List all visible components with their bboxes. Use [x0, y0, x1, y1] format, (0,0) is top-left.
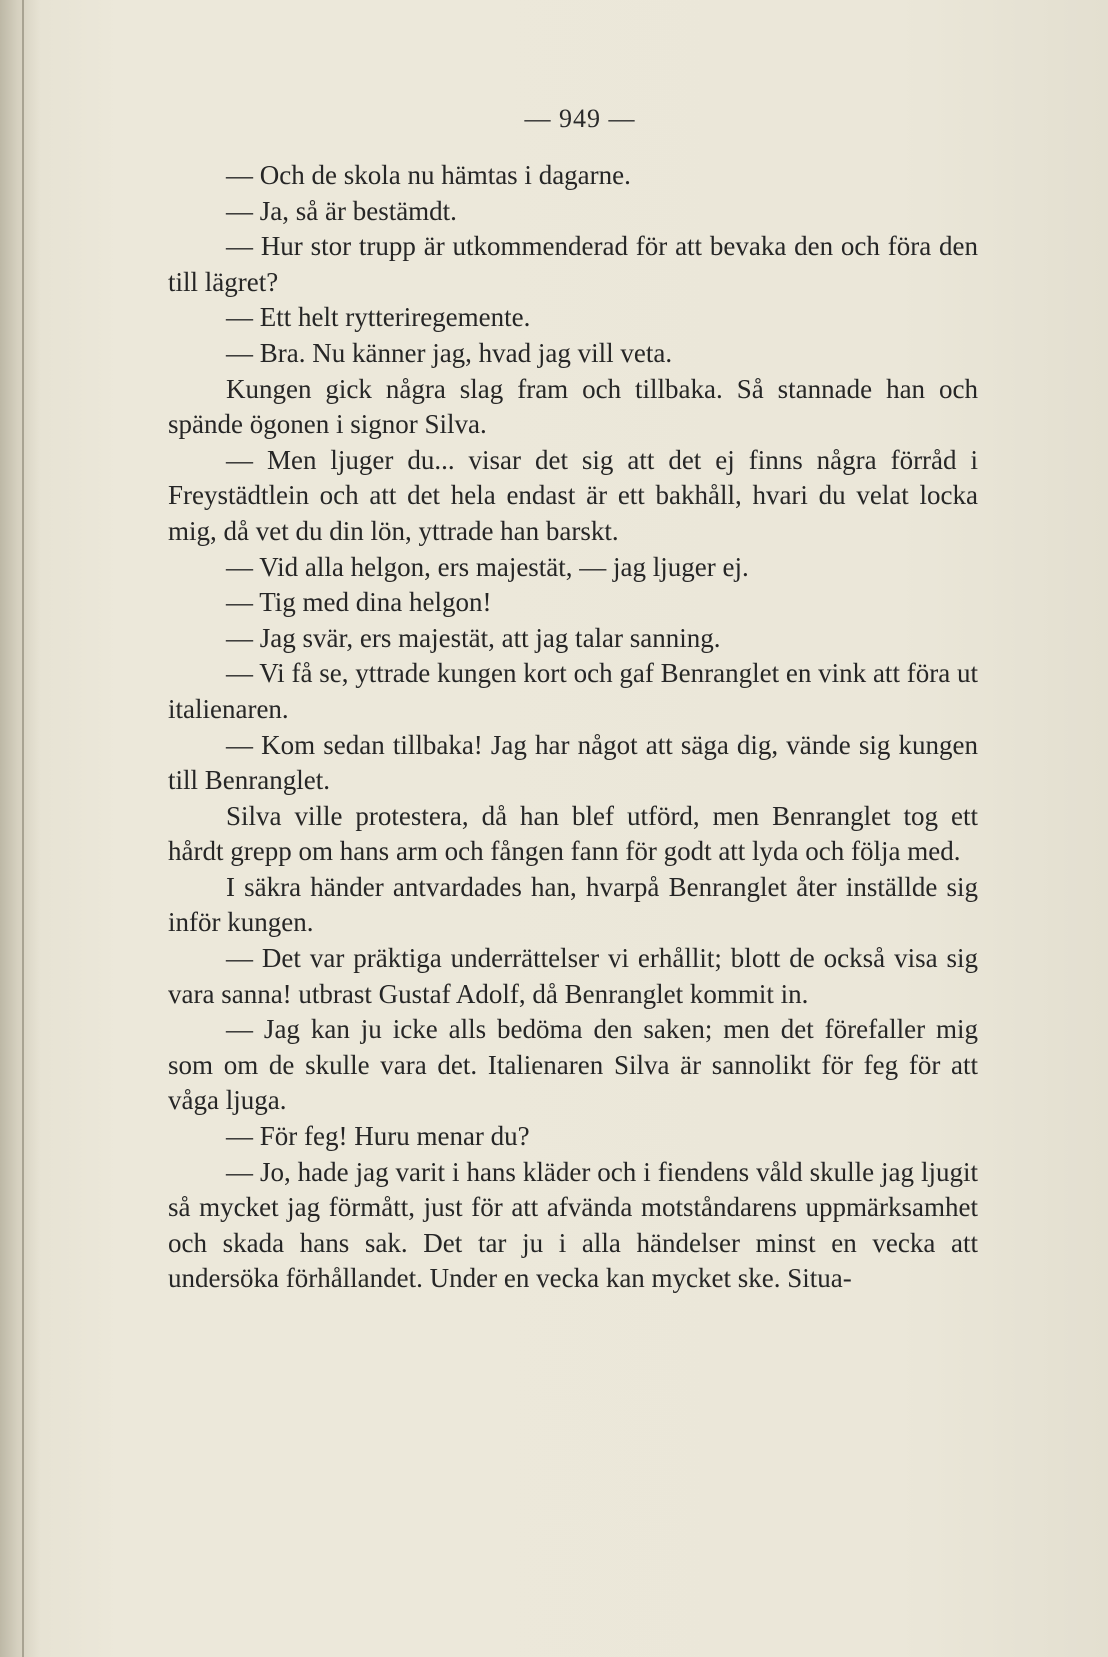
paragraph: — Jo, hade jag varit i hans kläder och i fiendens våld skulle jag ljugit så mycket jag förmått, just för att afvända motståndarens uppmärksamhet och skada hans sak. Det tar ju i alla händelser minst en vecka att undersöka förhållandet. Under en vecka kan mycket ske. Situa- [168, 1156, 978, 1294]
spine-shadow [0, 0, 40, 1657]
paragraph: — Tig med dina helgon! [226, 587, 492, 618]
paragraph: Kungen gick några slag fram och tillbaka. Så stannade han och spände ögonen i signor Silva. [168, 373, 978, 440]
paragraph: — Bra. Nu känner jag, hvad jag vill veta. [226, 337, 673, 368]
paragraph: — Kom sedan tillbaka! Jag har något att säga dig, vände sig kungen till Benranglet. [168, 729, 978, 796]
paragraph: — Vi få se, yttrade kungen kort och gaf Benranglet en vink att föra ut italienaren. [168, 658, 978, 724]
paragraph: I säkra händer antvardades han, hvarpå Benranglet åter inställde sig inför kungen. [168, 871, 978, 938]
page-number: — 949 — [524, 104, 636, 133]
paragraph: — Hur stor trupp är utkommenderad för att bevaka den och föra den till lägret? [168, 231, 978, 297]
paragraph: — Ja, så är bestämdt. [226, 195, 457, 226]
paragraph: — Jag svär, ers majestät, att jag talar sanning. [226, 622, 721, 653]
spine-edge [22, 0, 24, 1657]
paragraph: — Och de skola nu hämtas i dagarne. [226, 160, 631, 190]
paragraph: — Ett helt rytteriregemente. [226, 302, 531, 333]
paragraph: — Jag kan ju icke alls bedöma den saken; men det förefaller mig som om de skulle vara det. Italienaren Silva är sannolikt för feg för att våga ljuga. [168, 1014, 978, 1116]
body-text [168, 158, 978, 1297]
paragraph: — Det var präktiga underrättelser vi erhållit; blott de också visa sig vara sanna! utbrast Gustaf Adolf, då Benranglet kommit in. [168, 943, 978, 1009]
paragraph: — För feg! Huru menar du? [226, 1121, 530, 1152]
paragraph: Silva ville protestera, då han blef utförd, men Benranglet tog ett hårdt grepp om hans arm och fången fann för godt att lyda och följa med. [168, 800, 978, 867]
paragraph: — Men ljuger du... visar det sig att det ej finns några förråd i Freystädtlein och att det hela endast är ett bakhåll, hvari du velat locka mig, då vet du din lön, yttrade han barskt. [168, 444, 978, 546]
paragraph: — Vid alla helgon, ers majestät, — jag ljuger ej. [226, 551, 749, 582]
